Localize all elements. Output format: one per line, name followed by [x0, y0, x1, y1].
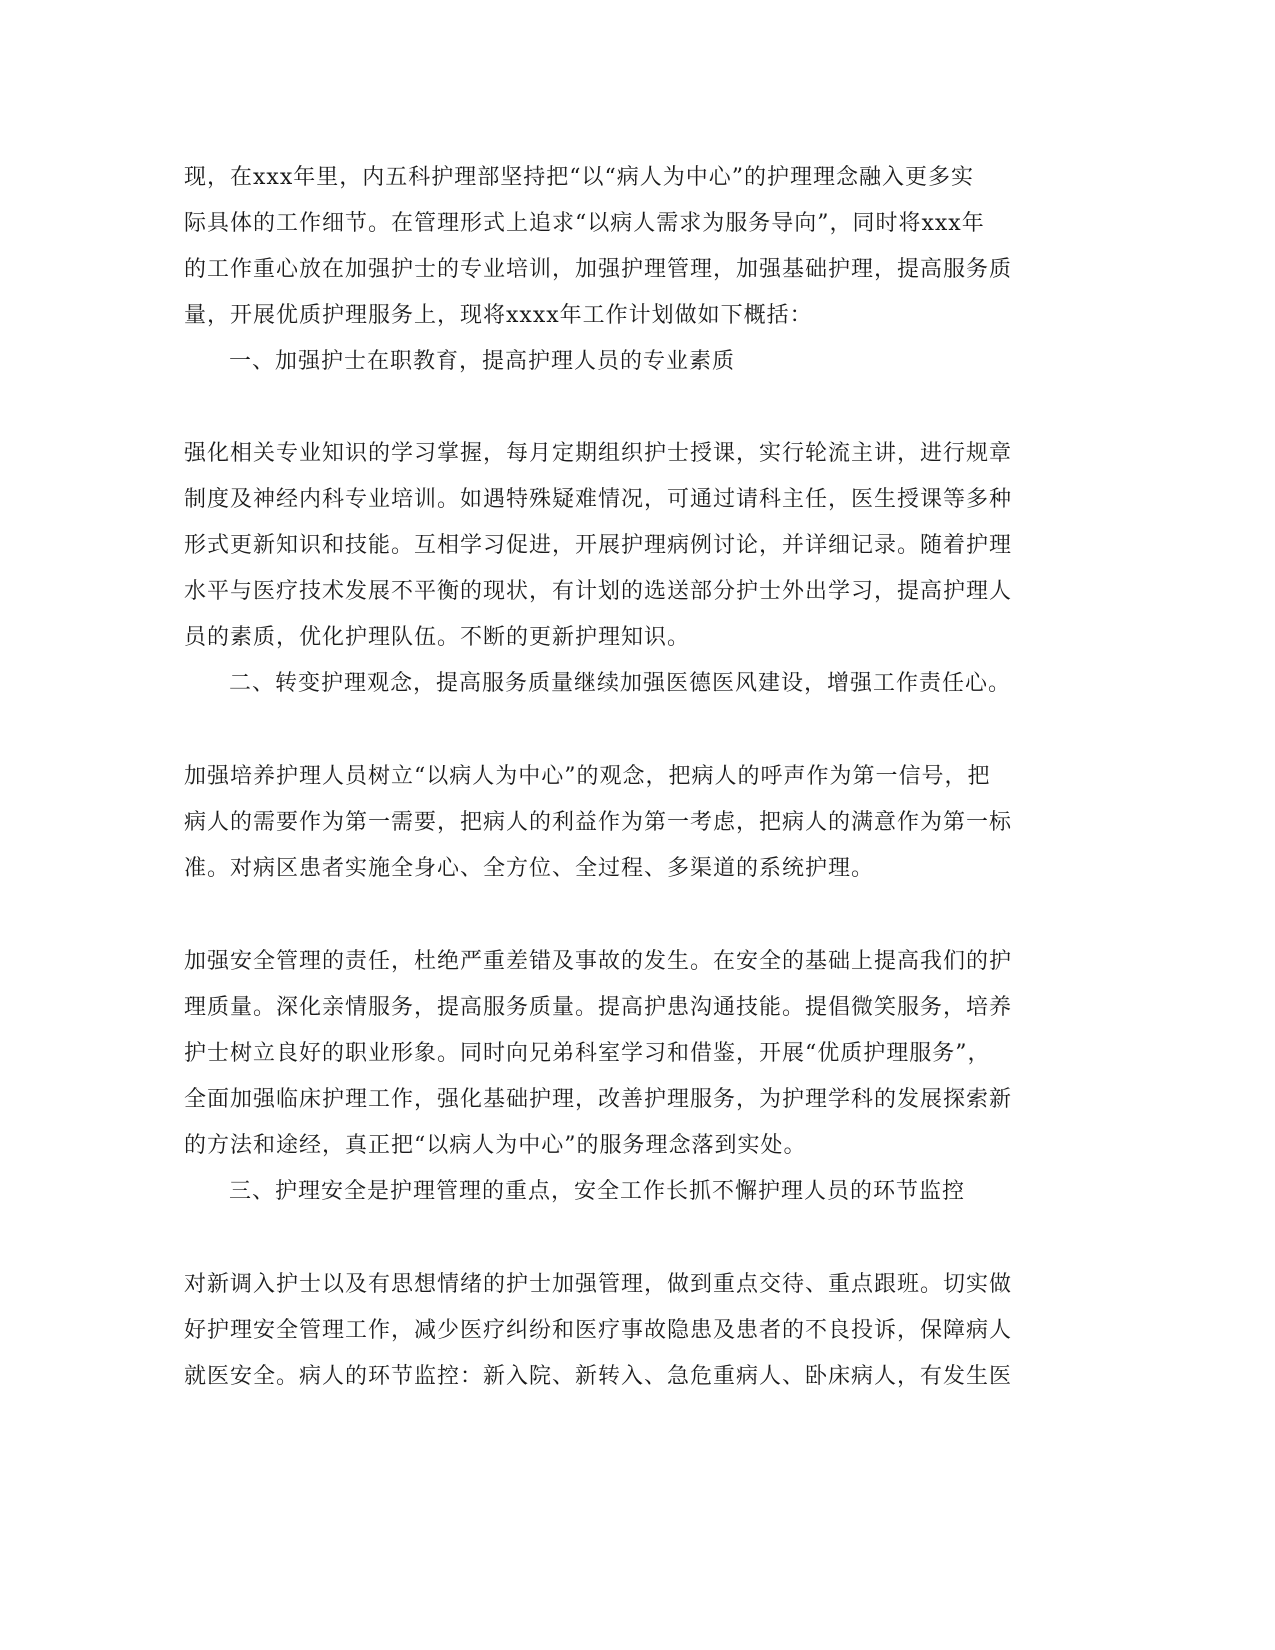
- section-heading-2: 二、转变护理观念，提高服务质量继续加强医德医风建设，增强工作责任心。: [229, 671, 1012, 696]
- text-line: 水平与医疗技术发展不平衡的现状，有计划的选送部分护士外出学习，提高护理人: [184, 579, 1013, 604]
- text-line: 强化相关专业知识的学习掌握，每月定期组织护士授课，实行轮流主讲，进行规章: [184, 441, 1013, 466]
- text-line: 际具体的工作细节。在管理形式上追求“以病人需求为服务导向”，同时将xxx年: [184, 211, 985, 236]
- text-line: 对新调入护士以及有思想情绪的护士加强管理，做到重点交待、重点跟班。切实做: [184, 1272, 1013, 1297]
- text-line: 的方法和途经，真正把“以病人为中心”的服务理念落到实处。: [184, 1133, 807, 1158]
- text-line: 制度及神经内科专业培训。如遇特殊疑难情况，可通过请科主任，医生授课等多种: [184, 487, 1013, 512]
- text-line: 加强安全管理的责任，杜绝严重差错及事故的发生。在安全的基础上提高我们的护: [184, 949, 1013, 974]
- text-line: 全面加强临床护理工作，强化基础护理，改善护理服务，为护理学科的发展探索新: [184, 1087, 1013, 1112]
- text-line: 好护理安全管理工作，减少医疗纠纷和医疗事故隐患及患者的不良投诉，保障病人: [184, 1318, 1013, 1343]
- text-line: 准。对病区患者实施全身心、全方位、全过程、多渠道的系统护理。: [184, 856, 875, 881]
- text-line: 病人的需要作为第一需要，把病人的利益作为第一考虑，把病人的满意作为第一标: [184, 810, 1013, 835]
- text-line: 护士树立良好的职业形象。同时向兄弟科室学习和借鉴，开展“优质护理服务”，: [184, 1041, 991, 1066]
- section-heading-3: 三、护理安全是护理管理的重点，安全工作长抓不懈护理人员的环节监控: [229, 1179, 966, 1204]
- text-line: 理质量。深化亲情服务，提高服务质量。提高护患沟通技能。提倡微笑服务，培养: [184, 995, 1013, 1020]
- text-line: 现，在xxx年里，内五科护理部坚持把“以“病人为中心”的护理理念融入更多实: [184, 165, 974, 190]
- text-line: 加强培养护理人员树立“以病人为中心”的观念，把病人的呼声作为第一信号，把: [184, 764, 991, 789]
- text-line: 形式更新知识和技能。互相学习促进，开展护理病例讨论，并详细记录。随着护理: [184, 533, 1013, 558]
- section-heading-1: 一、加强护士在职教育，提高护理人员的专业素质: [229, 349, 736, 374]
- text-line: 员的素质，优化护理队伍。不断的更新护理知识。: [184, 625, 691, 650]
- text-line: 的工作重心放在加强护士的专业培训，加强护理管理，加强基础护理，提高服务质: [184, 257, 1013, 282]
- text-line: 就医安全。病人的环节监控：新入院、新转入、急危重病人、卧床病人，有发生医: [184, 1364, 1013, 1389]
- text-line: 量，开展优质护理服务上，现将xxxx年工作计划做如下概括：: [184, 303, 813, 328]
